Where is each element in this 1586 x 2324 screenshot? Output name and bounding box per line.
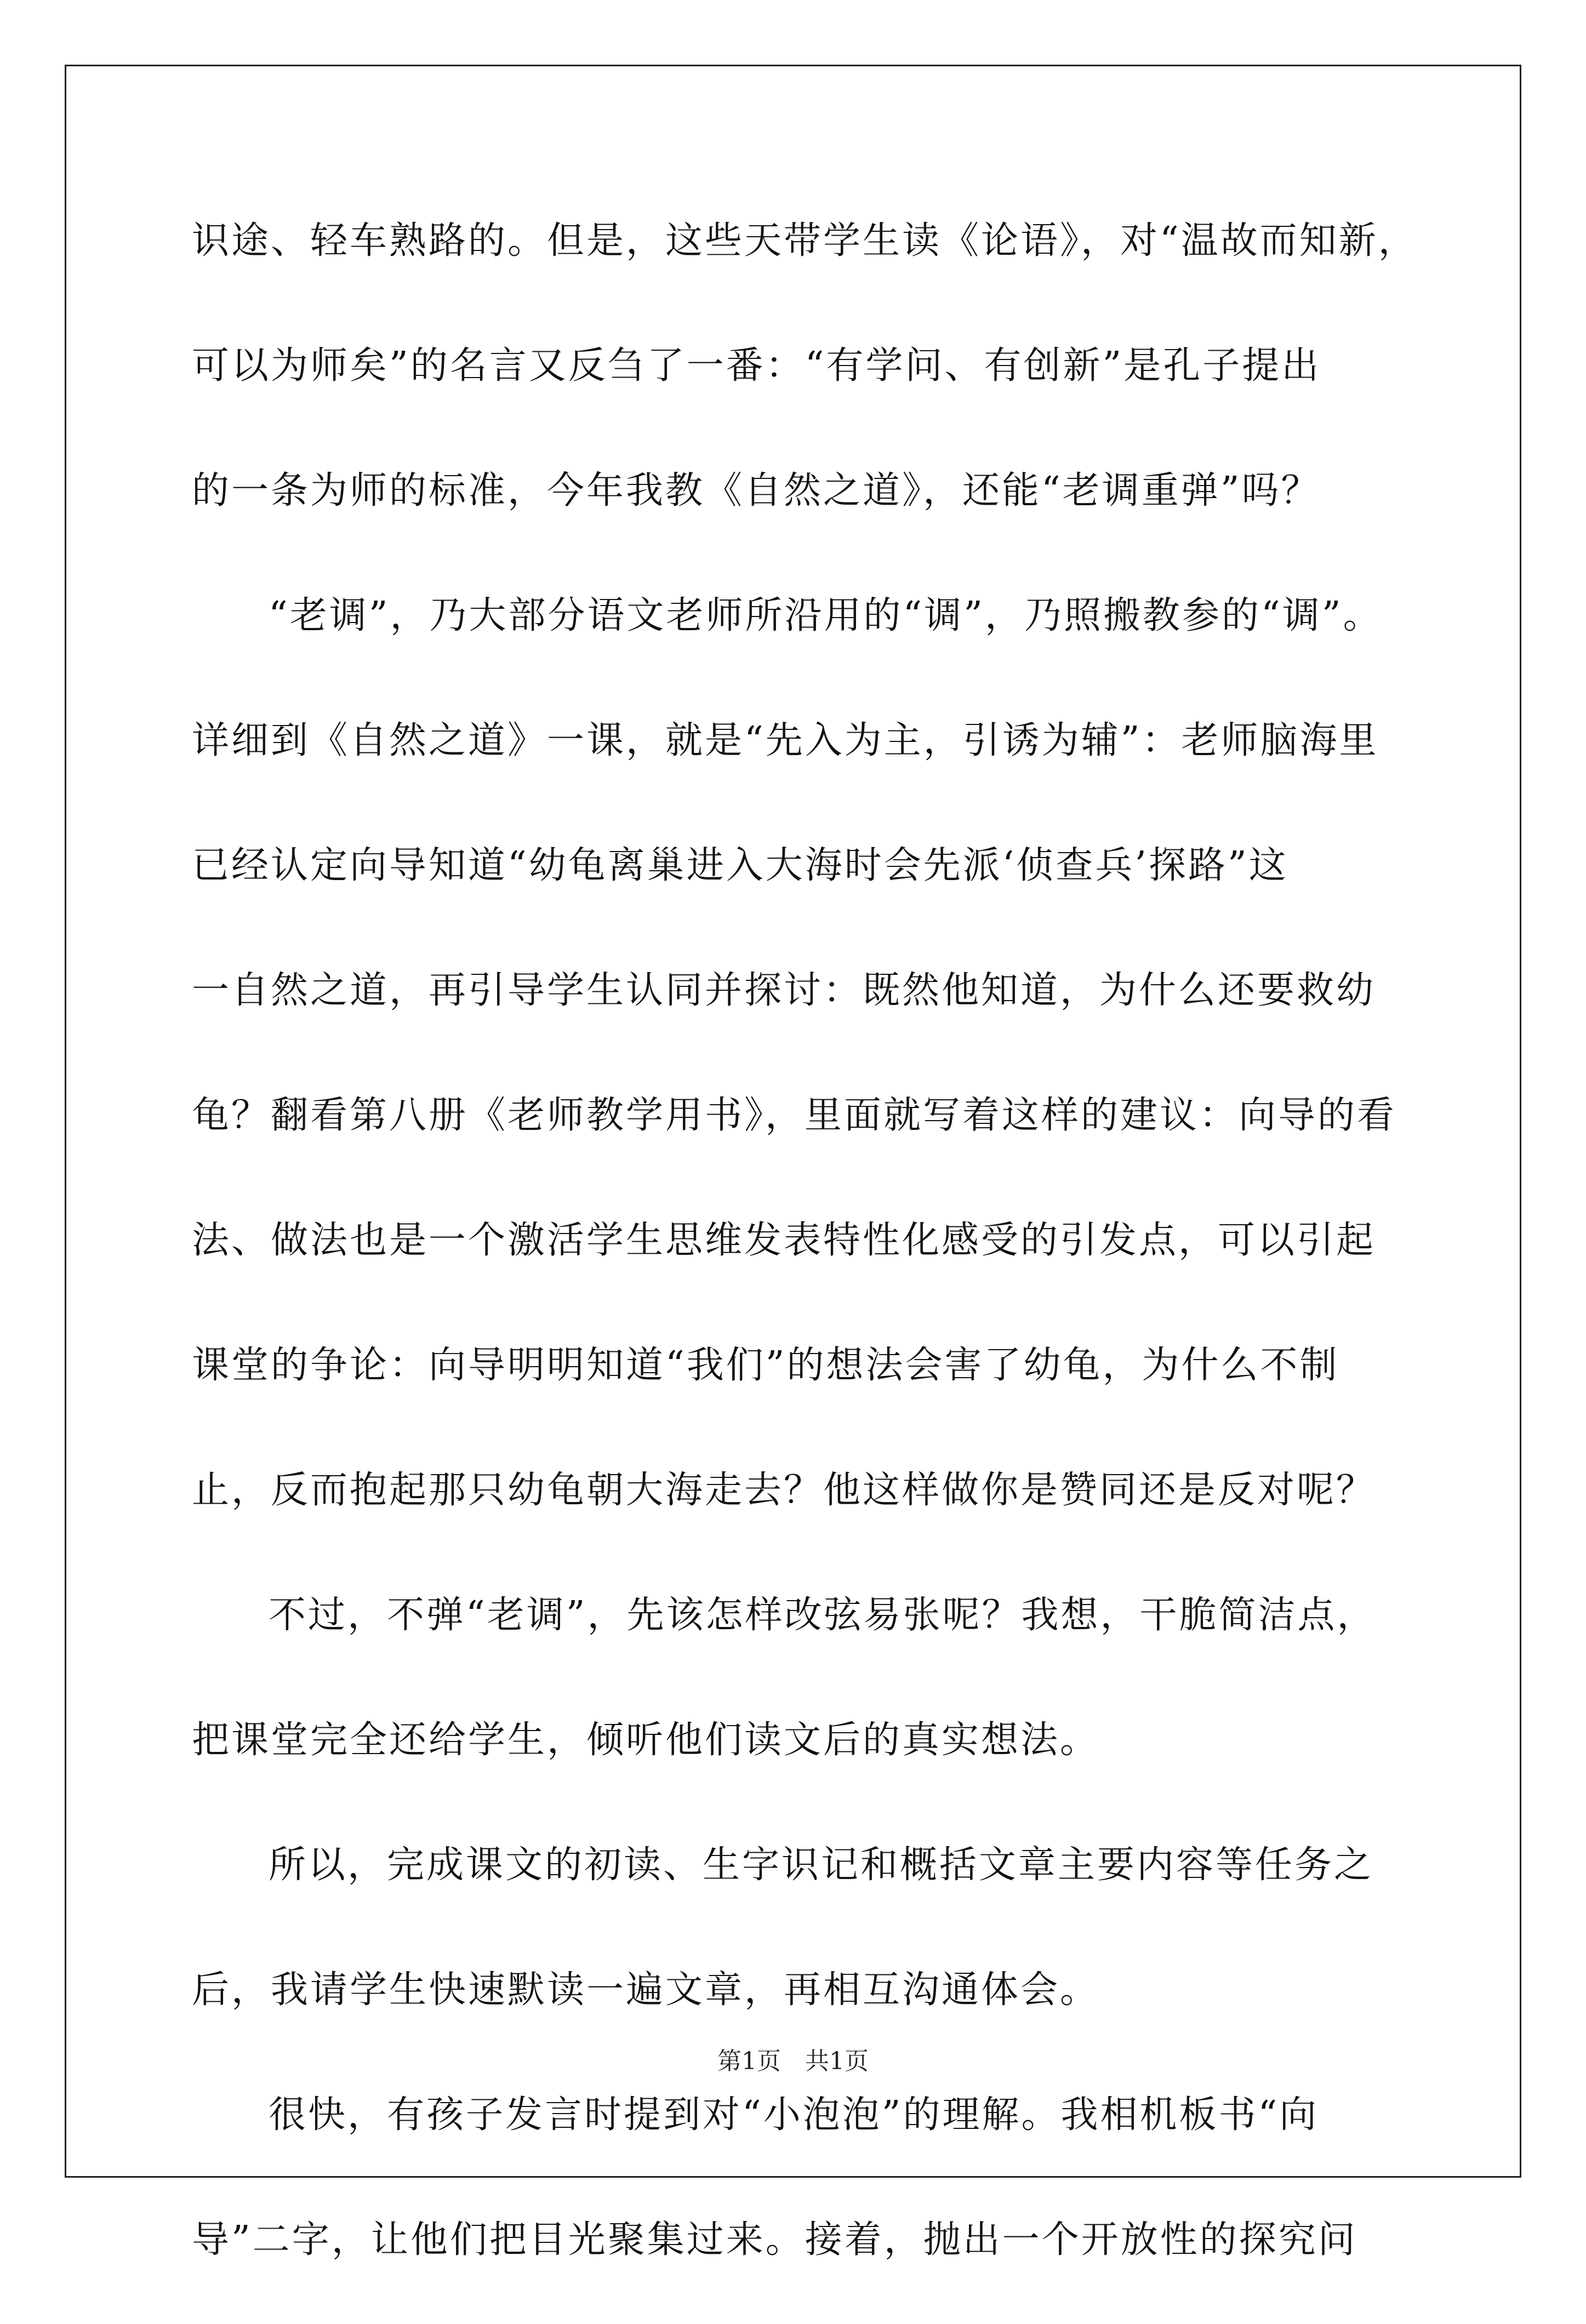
text-line: 不过，不弹“老调”，先该怎样改弦易张呢？我想，干脆简洁点， bbox=[269, 1594, 1377, 1637]
document-body bbox=[192, 200, 1430, 2324]
text-line: 很快，有孩子发言时提到对“小泡泡”的理解。我相机板书“向 bbox=[269, 2093, 1319, 2137]
text-line: 导”二字，让他们把目光聚集过来。接着，抛出一个开放性的探究问 bbox=[192, 2218, 1357, 2262]
text-line: 把课堂完全还给学生，倾听他们读文后的真实想法。 bbox=[192, 1718, 1100, 1762]
text-line: 所以，完成课文的初读、生字识记和概括文章主要内容等任务之 bbox=[269, 1843, 1374, 1887]
text-line: 龟？翻看第八册《老师教学用书》，里面就写着这样的建议：向导的看 bbox=[192, 1094, 1397, 1137]
text-line: 一自然之道，再引导学生认同并探讨：既然他知道，为什么还要救幼 bbox=[192, 969, 1376, 1012]
text-line: 可以为师矣”的名言又反刍了一番：“有学问、有创新”是孔子提出 bbox=[192, 344, 1321, 387]
text-line: 详细到《自然之道》一课，就是“先入为主，引诱为辅”：老师脑海里 bbox=[192, 719, 1379, 762]
text-line: 的一条为师的标准，今年我教《自然之道》，还能“老调重弹”吗？ bbox=[192, 469, 1321, 512]
text-line: 课堂的争论：向导明明知道“我们”的想法会害了幼龟，为什么不制 bbox=[192, 1344, 1339, 1387]
text-line: “老调”，乃大部分语文老师所沿用的“调”，乃照搬教参的“调”。 bbox=[269, 594, 1383, 637]
text-line: 已经认定向导知道“幼龟离巢进入大海时会先派‘侦查兵’探路”这 bbox=[192, 844, 1288, 887]
page-footer: 第1页 共1页 bbox=[717, 2047, 869, 2075]
text-line: 法、做法也是一个激活学生思维发表特性化感受的引发点，可以引起 bbox=[192, 1219, 1376, 1262]
text-line: 识途、轻车熟路的。但是，这些天带学生读《论语》，对“温故而知新， bbox=[192, 219, 1418, 262]
text-line: 止，反而抱起那只幼龟朝大海走去？他这样做你是赞同还是反对呢？ bbox=[192, 1469, 1376, 1512]
text-line: 后，我请学生快速默读一遍文章，再相互沟通体会。 bbox=[192, 1968, 1100, 2012]
